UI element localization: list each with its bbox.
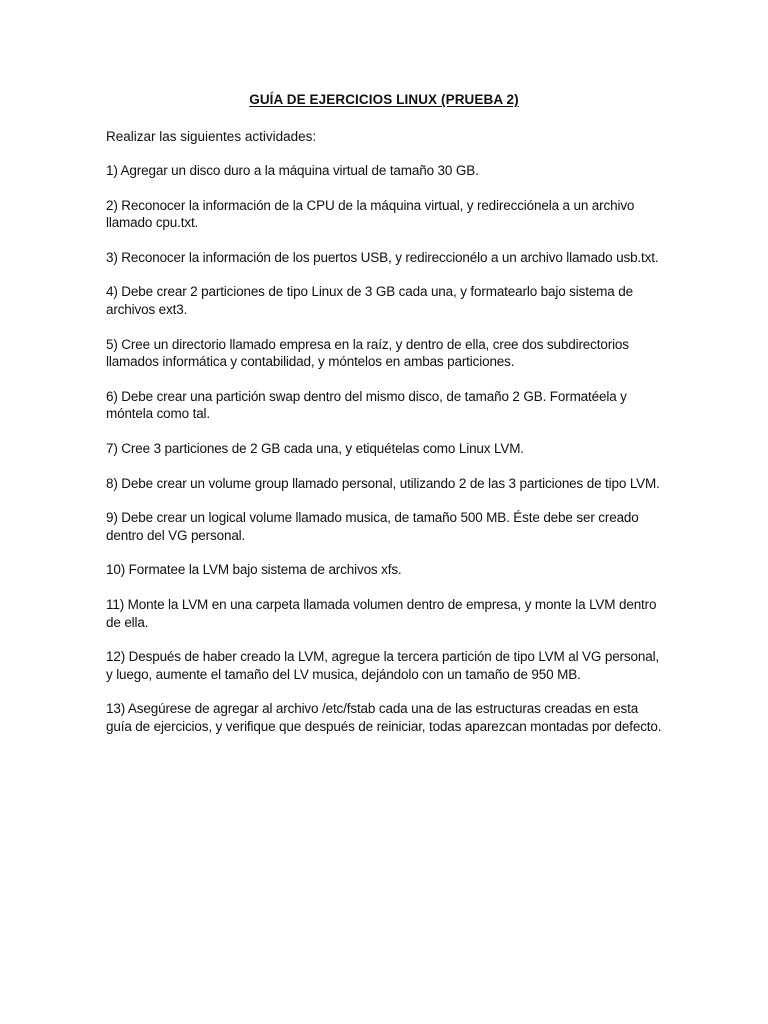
exercise-item-8: 8) Debe crear un volume group llamado personal, utilizando 2 de las 3 particiones de tipo LVM.: [106, 475, 660, 491]
exercise-item-6: 6) Debe crear una partición swap dentro del mismo disco, de tamaño 2 GB. Formatéela y móntela como tal.: [106, 388, 627, 422]
document-intro: Realizar las siguientes actividades:: [106, 129, 317, 144]
exercise-item-9: 9) Debe crear un logical volume llamado musica, de tamaño 500 MB. Éste debe ser creado dentro del VG personal.: [106, 510, 639, 543]
exercise-item-4: 4) Debe crear 2 particiones de tipo Linux de 3 GB cada una, y formatearlo bajo sistema de archivos ext3.: [106, 284, 633, 317]
exercise-item-2: 2) Reconocer la información de la CPU de la máquina virtual, y redirecciónela a un archivo llamado cpu.txt.: [106, 197, 635, 231]
exercise-item-11: 11) Monte la LVM en una carpeta llamada volumen dentro de empresa, y monte la LVM dentro de ella.: [106, 596, 657, 630]
exercise-item-7: 7) Cree 3 particiones de 2 GB cada una, y etiquételas como Linux LVM.: [106, 440, 524, 456]
document-title: GUÍA DE EJERCICIOS LINUX (PRUEBA 2): [249, 92, 519, 107]
exercise-item-5: 5) Cree un directorio llamado empresa en la raíz, y dentro de ella, cree dos subdirectorios llamados informática y contabilidad, y móntelos en ambas particiones.: [106, 336, 629, 370]
exercise-list: [106, 162, 666, 752]
exercise-item-13: 13) Asegúrese de agregar al archivo /etc/fstab cada una de las estructuras creadas en esta guía de ejercicios, y verifique que después de reiniciar, todas aparezcan montadas por defecto.: [106, 701, 662, 734]
exercise-item-1: 1) Agregar un disco duro a la máquina virtual de tamaño 30 GB.: [106, 163, 479, 178]
exercise-item-3: 3) Reconocer la información de los puertos USB, y redireccionélo a un archivo llamado usb.txt.: [106, 249, 659, 265]
exercise-item-10: 10) Formatee la LVM bajo sistema de archivos xfs.: [106, 562, 402, 578]
exercise-item-12: 12) Después de haber creado la LVM, agregue la tercera partición de tipo LVM al VG personal, y luego, aumente el tamaño del LV musica, dejándolo con un tamaño de 950 MB.: [106, 649, 660, 682]
